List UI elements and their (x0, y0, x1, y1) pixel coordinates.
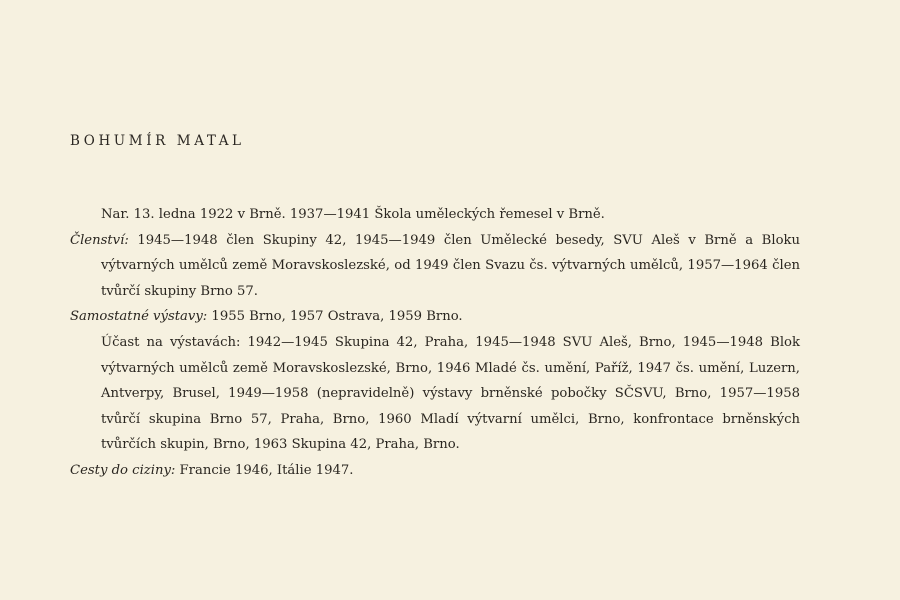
solo-exhibitions-paragraph (70, 304, 800, 330)
group-exhibitions-paragraph: Účast na výstavách: 1942—1945 Skupina 42, Praha, 1945—1948 SVU Aleš, Brno, 1945—1948 Blok výtvarných umělců země Moravskoslezské, Brno, 1946 Mladé čs. umění, Paříž, 1947 čs. umění, Luzern, Antverpy, Brusel, 1949—1958 (nepravidelně) výstavy brněnské pobočky SČSVU, Brno, 1957—1958 tvůrčí skupina Brno 57, Praha, Brno, 1960 Mladí výtvarní umělci, Brno, konfrontace brněnských tvůrčích skupin, Brno, 1963 Skupina 42, Praha, Brno. (101, 334, 800, 453)
travel-label: Cesty do ciziny: (70, 462, 176, 478)
travel-paragraph (70, 458, 800, 484)
artist-name-heading: BOHUMÍR MATAL (70, 133, 245, 149)
travel-text: Francie 1946, Itálie 1947. (175, 462, 354, 478)
membership-text: 1945—1948 člen Skupiny 42, 1945—1949 člen Umělecké besedy, SVU Aleš v Brně a Bloku výtvarných umělců země Moravskoslezské, od 1949 člen Svazu čs. výtvarných umělců, 1957—1964 člen tvůrčí skupiny Brno 57. (101, 232, 800, 299)
birth-paragraph: Nar. 13. ledna 1922 v Brně. 1937—1941 Škola uměleckých řemesel v Brně. (101, 207, 605, 222)
membership-paragraph (70, 228, 800, 305)
biography-text (70, 202, 800, 484)
solo-exhibitions-text: 1955 Brno, 1957 Ostrava, 1959 Brno. (207, 309, 463, 325)
solo-exhibitions-label: Samostatné výstavy: (70, 309, 208, 325)
membership-label: Členství: (70, 232, 129, 248)
